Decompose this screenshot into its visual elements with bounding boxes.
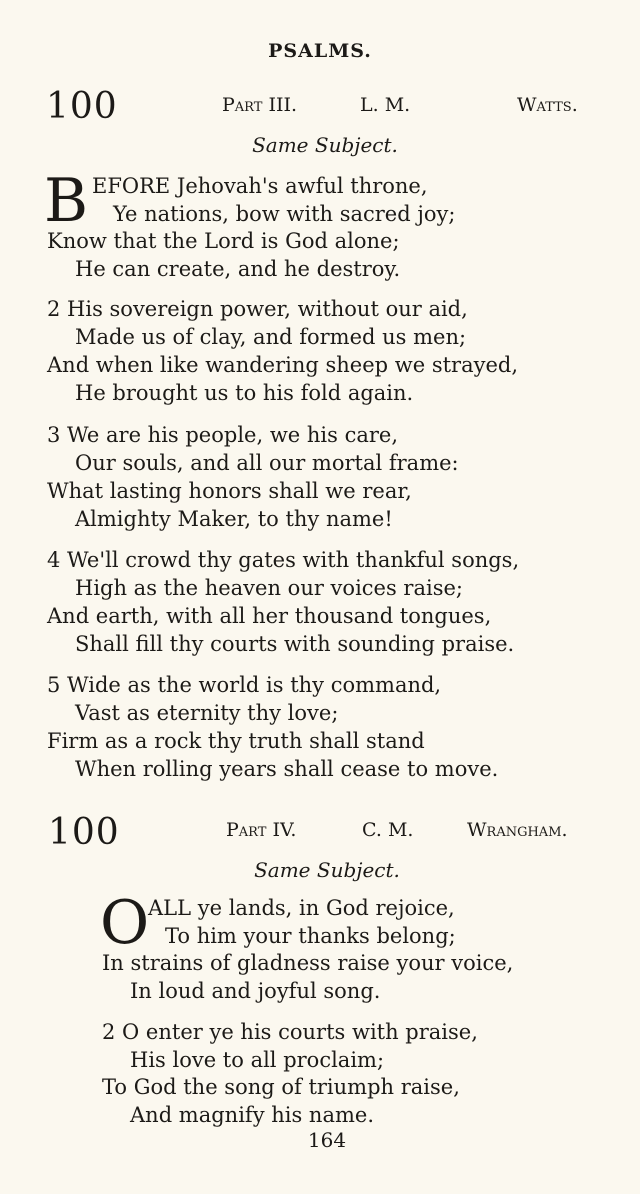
hymn-part: Part III. [222,94,297,116]
verse-line: His love to all proclaim; [130,1048,385,1072]
verse-line: High as the heaven our voices raise; [75,576,463,600]
verse-line: Ye nations, bow with sacred joy; [113,202,456,226]
verse-line: He brought us to his fold again. [75,381,414,405]
verse-line: He can create, and he destroy. [75,257,401,281]
verse-line: Our souls, and all our mortal frame: [75,451,459,475]
hymn-subject: Same Subject. [252,133,398,157]
hymn-meter: L. M. [360,94,411,116]
verse-line: To him your thanks belong; [165,924,456,948]
verse-line: To God the song of triumph raise, [102,1075,460,1099]
verse-line: Shall fill thy courts with sounding praise. [75,632,515,656]
drop-cap: B [44,166,89,236]
hymn-subject: Same Subject. [254,858,400,882]
verse-line: In strains of gladness raise your voice, [102,951,514,975]
hymn-author: Watts. [517,94,578,116]
running-head: PSALMS. [268,40,372,62]
verse-line: EFORE Jehovah's awful throne, [92,174,428,198]
page-number: 164 [307,1128,347,1152]
hymn-number: 100 [46,86,118,127]
verse-line: 4 We'll crowd thy gates with thankful songs, [47,548,520,572]
verse-line: Made us of clay, and formed us men; [75,325,467,349]
drop-cap: O [100,888,150,958]
verse-line: Almighty Maker, to thy name! [75,507,393,531]
verse-line: Firm as a rock thy truth shall stand [47,729,425,753]
verse-line: 5 Wide as the world is thy command, [47,673,442,697]
verse-line: And earth, with all her thousand tongues, [47,604,492,628]
verse-line: 3 We are his people, we his care, [47,423,399,447]
hymn-author: Wrangham. [467,819,568,841]
verse-line: Know that the Lord is God alone; [47,229,400,253]
hymn-part: Part IV. [226,819,297,841]
hymn-meter: C. M. [362,819,414,841]
verse-line: And magnify his name. [130,1103,374,1127]
verse-line: Vast as eternity thy love; [75,701,339,725]
verse-line: In loud and joyful song. [130,979,381,1003]
verse-line: ALL ye lands, in God rejoice, [148,896,455,920]
verse-line: 2 His sovereign power, without our aid, [47,297,468,321]
verse-line: What lasting honors shall we rear, [47,479,412,503]
hymn-number: 100 [48,812,120,853]
verse-line: When rolling years shall cease to move. [75,757,499,781]
verse-line: And when like wandering sheep we strayed, [47,353,519,377]
verse-line: 2 O enter ye his courts with praise, [102,1020,478,1044]
